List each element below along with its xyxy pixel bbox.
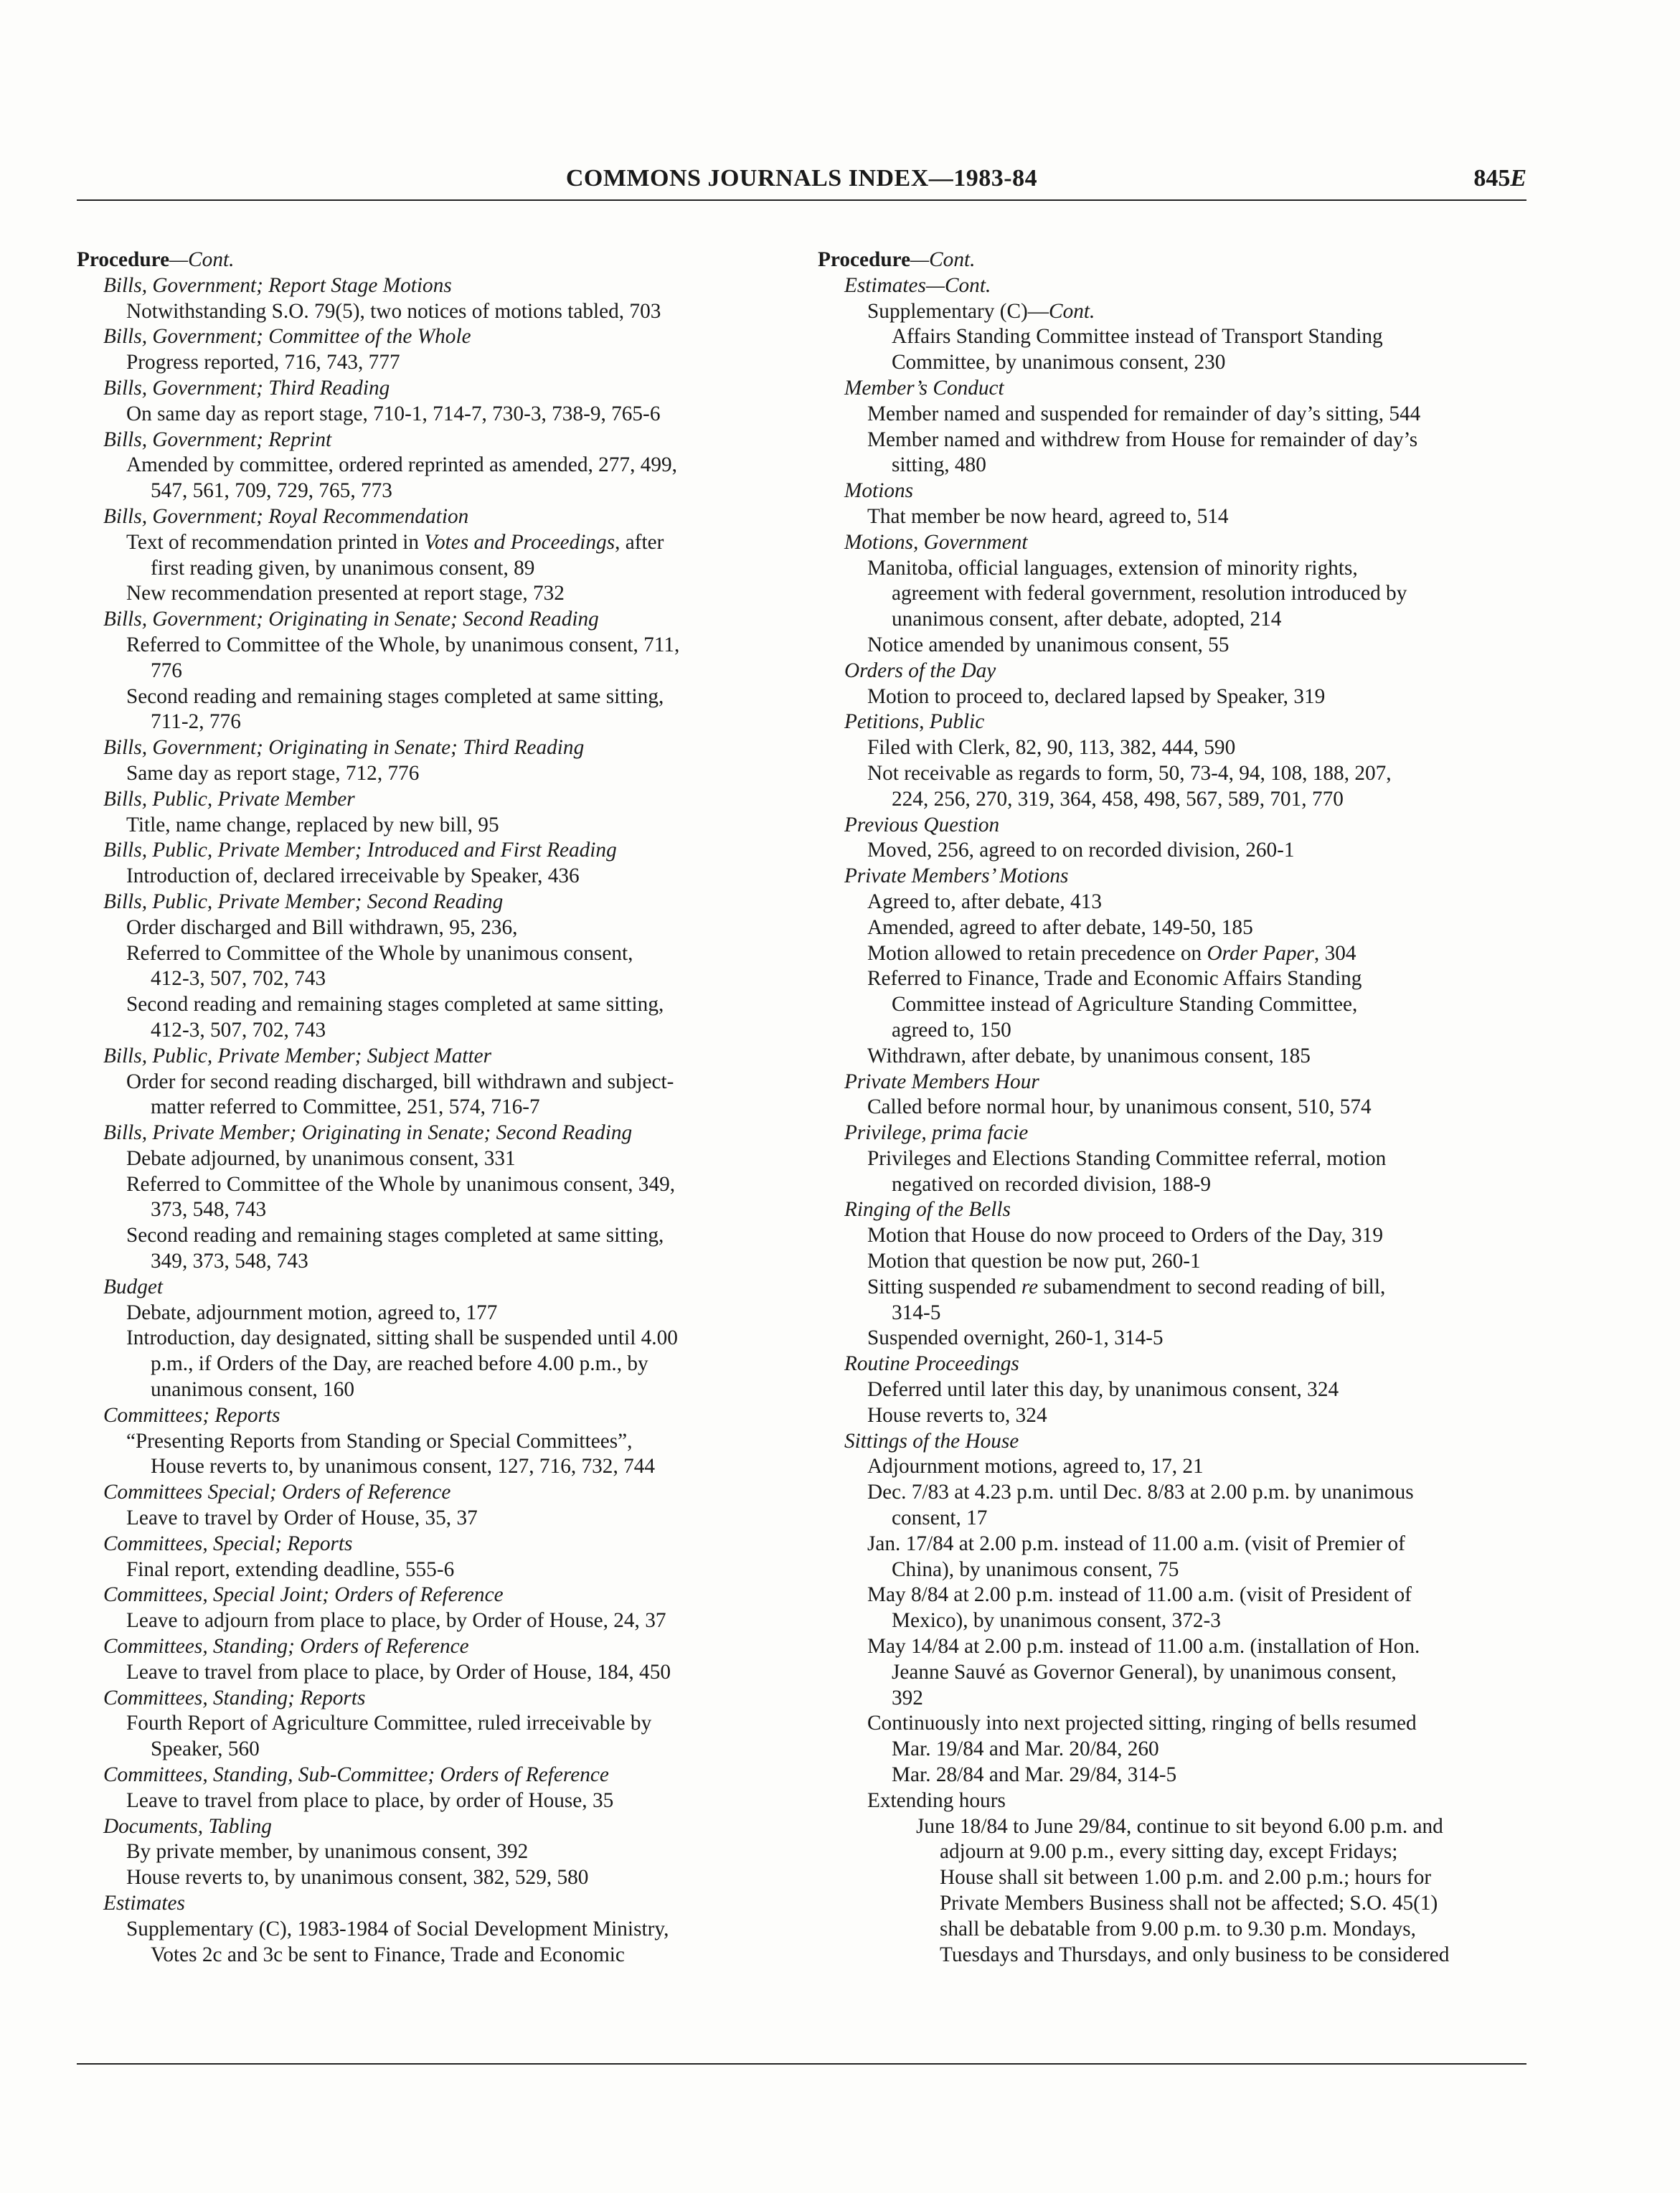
index-entry-continuation: consent, 17: [892, 1506, 988, 1530]
index-entry: Referred to Committee of the Whole by unanimous consent, 349,: [126, 1172, 676, 1196]
left-index-column: [77, 247, 808, 1968]
index-entry: Second reading and remaining stages completed at same sitting,: [126, 1224, 664, 1248]
index-subheading: Member’s Conduct: [844, 376, 1004, 400]
index-sub-entry-continuation: Private Members Business shall not be affected; S.O. 45(1): [940, 1892, 1438, 1915]
index-entry: That member be now heard, agreed to, 514: [867, 504, 1229, 528]
index-entry: Motion that House do now proceed to Orders of the Day, 319: [867, 1224, 1383, 1248]
index-entry: Progress reported, 716, 743, 777: [126, 351, 400, 374]
page-number-suffix: E: [1510, 165, 1526, 192]
entry-text: , after: [615, 530, 664, 554]
index-entry-continuation: 412-3, 507, 702, 743: [151, 967, 326, 991]
index-sub-entry: Affairs Standing Committee instead of Transport Standing: [892, 325, 1383, 349]
index-entry-continuation: Mexico), by unanimous consent, 372-3: [892, 1609, 1221, 1633]
index-entry: Not receivable as regards to form, 50, 73-4, 94, 108, 188, 207,: [867, 761, 1392, 785]
index-entry: Order discharged and Bill withdrawn, 95, 236,: [126, 915, 518, 939]
index-entry: Member named and suspended for remainder of day’s sitting, 544: [867, 402, 1421, 425]
index-entry-continuation: first reading given, by unanimous consent, 89: [151, 556, 535, 580]
index-sub-entry: Mar. 28/84 and Mar. 29/84, 314-5: [892, 1763, 1177, 1787]
main-heading-cont: —Cont.: [910, 248, 976, 271]
index-subheading: Sittings of the House: [844, 1429, 1019, 1453]
index-sub-entry-continuation: adjourn at 9.00 p.m., every sitting day, except Fridays;: [940, 1840, 1398, 1864]
index-subheading: Bills, Private Member; Originating in Senate; Second Reading: [103, 1121, 633, 1145]
index-subheading: Bills, Government; Report Stage Motions: [103, 273, 452, 297]
index-entry: Withdrawn, after debate, by unanimous consent, 185: [867, 1044, 1311, 1067]
index-entry: Dec. 7/83 at 4.23 p.m. until Dec. 8/83 at 2.00 p.m. by unanimous: [867, 1481, 1414, 1504]
index-entry-continuation: 224, 256, 270, 319, 364, 458, 498, 567, 589, 701, 770: [892, 787, 1344, 811]
index-entry: Introduction, day designated, sitting shall be suspended until 4.00: [126, 1326, 678, 1350]
index-subheading: Bills, Government; Third Reading: [103, 376, 390, 400]
index-entry-continuation: negatived on recorded division, 188-9: [892, 1172, 1212, 1196]
index-subheading: Privilege, prima facie: [844, 1121, 1029, 1145]
entry-text: Text of recommendation printed in: [126, 530, 425, 554]
index-entry: Leave to travel from place to place, by order of House, 35: [126, 1788, 614, 1812]
index-entry: Filed with Clerk, 82, 90, 113, 382, 444, 590: [867, 736, 1236, 760]
index-subheading: Previous Question: [844, 813, 1000, 836]
index-sub-entry-continuation: shall be debatable from 9.00 p.m. to 9.30 p.m. Mondays,: [940, 1917, 1416, 1940]
index-entry-continuation: China), by unanimous consent, 75: [892, 1557, 1179, 1581]
index-entry: Manitoba, official languages, extension of minority rights,: [867, 556, 1358, 580]
entry-italic-text: Votes and Proceedings: [424, 530, 615, 554]
index-subheading: Private Members Hour: [844, 1070, 1039, 1093]
index-subheading: Petitions, Public: [844, 710, 985, 734]
index-entry-continuation: House reverts to, by unanimous consent, 127, 716, 732, 744: [151, 1455, 656, 1478]
entry-italic-text: Order Paper: [1207, 941, 1314, 965]
index-entry-continuation: sitting, 480: [892, 453, 986, 477]
index-entry: [818, 1275, 1549, 1301]
index-subheading: Bills, Public, Private Member; Subject Matter: [103, 1044, 492, 1067]
index-entry-continuation: 547, 561, 709, 729, 765, 773: [151, 479, 392, 503]
running-title: COMMONS JOURNALS INDEX—1983-84: [565, 165, 1038, 192]
index-entry: Motion to proceed to, declared lapsed by Speaker, 319: [867, 684, 1326, 708]
index-entry: Agreed to, after debate, 413: [867, 890, 1103, 913]
index-entry: On same day as report stage, 710-1, 714-7, 730-3, 738-9, 765-6: [126, 402, 661, 425]
index-entry: Final report, extending deadline, 555-6: [126, 1557, 455, 1581]
index-entry: Adjournment motions, agreed to, 17, 21: [867, 1455, 1204, 1478]
index-entry: Member named and withdrew from House for remainder of day’s: [867, 428, 1418, 451]
index-entry: House reverts to, by unanimous consent, 382, 529, 580: [126, 1866, 589, 1890]
index-subheading: Bills, Public, Private Member; Second Reading: [103, 890, 504, 913]
index-entry: Notwithstanding S.O. 79(5), two notices of motions tabled, 703: [126, 299, 661, 323]
index-entry: Continuously into next projected sitting, ringing of bells resumed: [867, 1712, 1417, 1735]
page-number: [1473, 165, 1526, 192]
index-subheading: Orders of the Day: [844, 659, 996, 682]
index-entry: Extending hours: [867, 1788, 1006, 1812]
entry-text: Sitting suspended: [867, 1275, 1021, 1298]
index-entry: Same day as report stage, 712, 776: [126, 761, 420, 785]
index-entry: Motion that question be now put, 260-1: [867, 1250, 1201, 1273]
main-heading-cont: —Cont.: [169, 248, 235, 271]
index-sub-entry: Mar. 19/84 and Mar. 20/84, 260: [892, 1737, 1159, 1761]
index-entry: Notice amended by unanimous consent, 55: [867, 633, 1230, 656]
index-entry: Introduction of, declared irreceivable by Speaker, 436: [126, 864, 580, 888]
index-entry: New recommendation presented at report stage, 732: [126, 582, 565, 605]
index-entry: Referred to Finance, Trade and Economic Affairs Standing: [867, 967, 1362, 991]
index-entry: Deferred until later this day, by unanimous consent, 324: [867, 1378, 1339, 1402]
index-sub-entry-continuation: House shall sit between 1.00 p.m. and 2.00 p.m.; hours for: [940, 1866, 1432, 1890]
index-sub-entry: June 18/84 to June 29/84, continue to sit beyond 6.00 p.m. and: [916, 1814, 1443, 1838]
index-subheading: Committees Special; Orders of Reference: [103, 1481, 451, 1504]
index-subheading: Documents, Tabling: [103, 1814, 272, 1838]
index-subheading: Private Members’ Motions: [844, 864, 1069, 888]
index-entry: Debate adjourned, by unanimous consent, 331: [126, 1146, 516, 1170]
index-subheading: Motions, Government: [844, 530, 1028, 554]
index-entry: Referred to Committee of the Whole by unanimous consent,: [126, 941, 633, 965]
index-sub-entry: Committee, by unanimous consent, 230: [892, 351, 1226, 374]
index-subheading: Committees, Standing, Sub-Committee; Orders of Reference: [103, 1763, 609, 1787]
index-entry: Title, name change, replaced by new bill, 95: [126, 813, 499, 836]
footer-rule: [77, 2063, 1526, 2065]
index-entry: Leave to travel from place to place, by Order of House, 184, 450: [126, 1660, 671, 1684]
index-subheading: Committees, Standing; Reports: [103, 1686, 366, 1709]
entry-italic-text: Cont.: [1049, 299, 1095, 323]
index-subheading: Committees, Special; Reports: [103, 1532, 353, 1555]
index-entry: Second reading and remaining stages completed at same sitting,: [126, 684, 664, 708]
entry-italic-text: re: [1021, 1275, 1039, 1298]
index-entry-continuation: p.m., if Orders of the Day, are reached before 4.00 p.m., by: [151, 1352, 648, 1376]
page-header: [77, 165, 1526, 199]
index-subheading: Estimates—Cont.: [844, 273, 991, 297]
index-entry-continuation: 412-3, 507, 702, 743: [151, 1018, 326, 1042]
index-subheading: Routine Proceedings: [844, 1352, 1019, 1376]
index-subheading: Bills, Government; Originating in Senate; Second Reading: [103, 608, 599, 631]
index-entry-continuation: agreed to, 150: [892, 1018, 1011, 1042]
index-subheading: Committees, Standing; Orders of Reference: [103, 1635, 469, 1659]
index-subheading: Bills, Public, Private Member: [103, 787, 355, 811]
index-entry: Supplementary (C), 1983-1984 of Social Development Ministry,: [126, 1917, 669, 1940]
index-entry-continuation: Speaker, 560: [151, 1737, 260, 1761]
index-entry: Moved, 256, agreed to on recorded division, 260-1: [867, 839, 1295, 862]
index-entry-continuation: agreement with federal government, resolution introduced by: [892, 582, 1407, 605]
index-main-heading: [818, 247, 1549, 273]
entry-text: Supplementary (C)—: [867, 299, 1049, 323]
index-entry: House reverts to, 324: [867, 1403, 1047, 1427]
index-entry: Order for second reading discharged, bill withdrawn and subject-: [126, 1070, 674, 1093]
index-entry: “Presenting Reports from Standing or Special Committees”,: [126, 1429, 633, 1453]
index-subheading: Ringing of the Bells: [844, 1198, 1011, 1222]
index-subheading: Bills, Government; Committee of the Whole: [103, 325, 471, 349]
index-entry-continuation: Votes 2c and 3c be sent to Finance, Trade and Economic: [151, 1943, 625, 1966]
index-subheading: Motions: [844, 479, 914, 503]
index-entry-continuation: unanimous consent, 160: [151, 1378, 354, 1402]
main-heading-term: Procedure: [818, 248, 911, 271]
index-entry: Amended by committee, ordered reprinted as amended, 277, 499,: [126, 453, 677, 477]
index-entry-continuation: matter referred to Committee, 251, 574, 716-7: [151, 1095, 540, 1119]
index-subheading: Budget: [103, 1275, 163, 1298]
main-heading-term: Procedure: [77, 248, 170, 271]
index-entry: [818, 941, 1549, 967]
entry-text: subamendment to second reading of bill,: [1038, 1275, 1386, 1298]
index-entry: Called before normal hour, by unanimous consent, 510, 574: [867, 1095, 1372, 1119]
index-sub-entry-continuation: Tuesdays and Thursdays, and only business to be considered: [940, 1943, 1450, 1966]
index-entry-continuation: 711-2, 776: [151, 710, 241, 734]
index-subheading: Committees, Special Joint; Orders of Reference: [103, 1583, 504, 1607]
index-entry-continuation: 349, 373, 548, 743: [151, 1250, 308, 1273]
index-entry: Referred to Committee of the Whole, by unanimous consent, 711,: [126, 633, 680, 656]
index-entry: Leave to adjourn from place to place, by Order of House, 24, 37: [126, 1609, 666, 1633]
index-entry-continuation: 392: [892, 1686, 923, 1709]
entry-text: , 304: [1313, 941, 1356, 965]
index-entry: Fourth Report of Agriculture Committee, ruled irreceivable by: [126, 1712, 652, 1735]
index-subheading: Committees; Reports: [103, 1403, 280, 1427]
index-subheading: Bills, Government; Reprint: [103, 428, 332, 451]
index-subheading: Bills, Public, Private Member; Introduced and First Reading: [103, 839, 617, 862]
index-entry: Jan. 17/84 at 2.00 p.m. instead of 11.00 a.m. (visit of Premier of: [867, 1532, 1405, 1555]
index-subheading: Estimates: [103, 1892, 185, 1915]
right-index-column: [818, 247, 1549, 1968]
page-number-digits: 845: [1473, 165, 1511, 192]
index-entry: [77, 530, 808, 556]
index-entry: Amended, agreed to after debate, 149-50, 185: [867, 915, 1253, 939]
index-entry: Privileges and Elections Standing Committee referral, motion: [867, 1146, 1387, 1170]
index-entry-continuation: Jeanne Sauvé as Governor General), by unanimous consent,: [892, 1660, 1397, 1684]
index-entry: Debate, adjournment motion, agreed to, 177: [126, 1301, 498, 1324]
index-entry-continuation: unanimous consent, after debate, adopted, 214: [892, 608, 1282, 631]
index-entry: May 8/84 at 2.00 p.m. instead of 11.00 a.m. (visit of President of: [867, 1583, 1412, 1607]
index-entry-continuation: 314-5: [892, 1301, 941, 1324]
index-entry: May 14/84 at 2.00 p.m. instead of 11.00 a.m. (installation of Hon.: [867, 1635, 1420, 1659]
index-entry-continuation: 776: [151, 659, 182, 682]
index-entry: Second reading and remaining stages completed at same sitting,: [126, 993, 664, 1017]
index-entry-continuation: 373, 548, 743: [151, 1198, 267, 1222]
entry-text: Motion allowed to retain precedence on: [867, 941, 1207, 965]
header-rule: [77, 199, 1526, 201]
index-main-heading: [77, 247, 808, 273]
index-entry: Suspended overnight, 260-1, 314-5: [867, 1326, 1164, 1350]
index-entry: Leave to travel by Order of House, 35, 37: [126, 1506, 478, 1530]
index-entry-continuation: Committee instead of Agriculture Standing Committee,: [892, 993, 1358, 1017]
index-entry: [818, 299, 1549, 325]
index-entry: By private member, by unanimous consent, 392: [126, 1840, 529, 1864]
index-subheading: Bills, Government; Royal Recommendation: [103, 504, 469, 528]
index-subheading: Bills, Government; Originating in Senate; Third Reading: [103, 736, 585, 760]
